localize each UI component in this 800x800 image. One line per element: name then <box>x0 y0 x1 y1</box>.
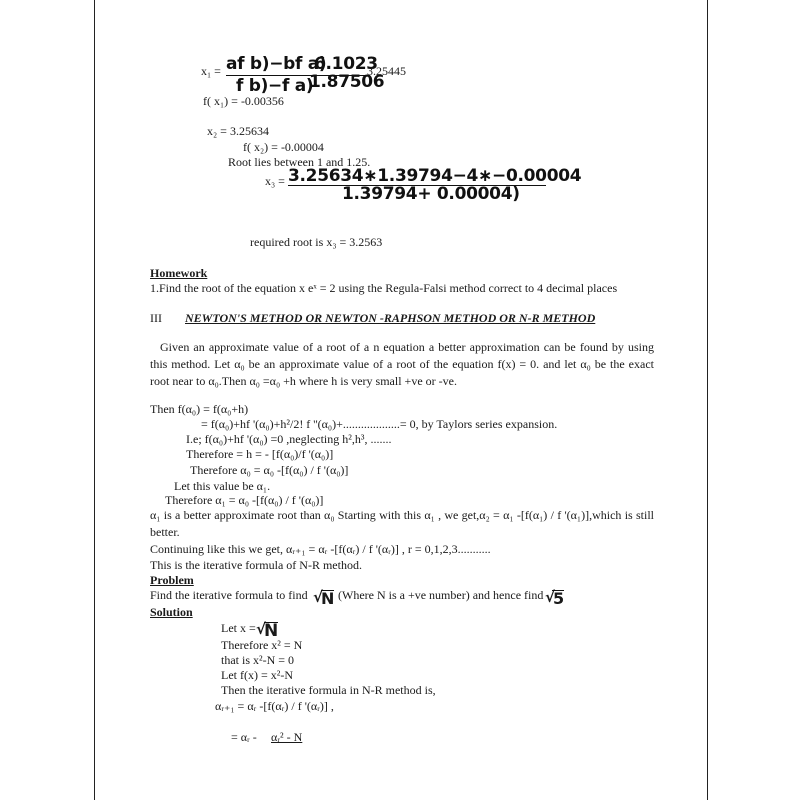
solution-line: that is x²-N = 0 <box>221 653 295 667</box>
derivation-line: Therefore = h = - [f(α₀)/f '(α₀)] <box>186 447 334 461</box>
solution-line: Let f(x) = x²-N <box>221 668 294 682</box>
solution-heading: Solution <box>150 605 193 619</box>
solution-alpha-formula: αᵣ₊₁ = αᵣ -[f(αᵣ) / f '(αᵣ)] , <box>215 699 334 713</box>
problem-text-b: (Where N is a +ve number) and hence find <box>338 588 544 602</box>
x3-denominator: 1.39794+ 0.00004) <box>342 184 520 204</box>
x3-numerator: 3.25634∗1.39794−4∗−0.00004 <box>288 166 582 186</box>
derivation-line: Therefore α₁ = α₀ -[f(α₀) / f '(α₀)] <box>165 493 324 507</box>
solution-last-numerator: αᵣ² - N <box>271 730 303 744</box>
document-page <box>94 0 708 800</box>
x1-numerator-expression: af b)−bf a) <box>226 54 327 74</box>
x3-label: x₃ = <box>265 174 285 188</box>
solution-last-prefix: = αᵣ - <box>231 730 257 744</box>
x2-value: x₂ = 3.25634 <box>207 124 269 138</box>
sqrt-icon: √ <box>545 588 556 606</box>
required-root: required root is x₃ = 3.2563 <box>250 235 383 249</box>
root-interval: Root lies between 1 and 1.25. <box>228 155 371 169</box>
derivation-line: = f(α₀)+hf '(α₀)+h²/2! f ''(α₀)+...................= 0, by Taylors series expansion. <box>201 417 558 431</box>
problem-text-a: Find the iterative formula to find <box>150 588 308 602</box>
problem-radicand-5: 5 <box>553 589 565 608</box>
derivation-line: Therefore α₀ = α₀ -[f(α₀) / f '(α₀)] <box>190 463 349 477</box>
section-number: III <box>150 311 162 325</box>
derivation-line: I.e; f(α₀)+hf '(α₀) =0 ,neglecting h²,h³, ....... <box>186 432 392 446</box>
section-title: NEWTON'S METHOD OR NEWTON -RAPHSON METHOD OR N-R METHOD <box>185 311 596 325</box>
x1-denominator-expression: f b)−f a) <box>236 76 314 96</box>
better-root-paragraph: α₁ is a better approximate root than α₀ Starting with this α₁ , we get,α₂ = α₁ -[f(α₁) / f '(α₁)],which is still better. <box>150 508 654 539</box>
derivation-line: Then f(α₀) = f(α₀+h) <box>150 402 249 416</box>
x1-numerator-value: 6.1023 <box>314 54 378 74</box>
f-x2-value: f( x₂) = -0.00004 <box>243 140 324 154</box>
sqrt-icon: √ <box>256 620 267 638</box>
x1-denominator-value: 1.87506 <box>309 72 385 92</box>
derivation-line: Let this value be α₁. <box>174 479 271 493</box>
problem-radicand-n: N <box>321 589 335 608</box>
problem-heading: Problem <box>150 573 194 587</box>
continuing-line: Continuing like this we get, αᵣ₊₁ = αᵣ -[f(αᵣ) / f '(αᵣ)] , r = 0,1,2,3........... <box>150 542 491 556</box>
sqrt-icon: √ <box>313 588 324 606</box>
homework-heading: Homework <box>150 266 208 280</box>
homework-text: 1.Find the root of the equation x eˣ = 2 using the Regula-Falsi method correct to 4 decimal places <box>150 281 618 295</box>
solution-radicand-n: N <box>264 621 279 641</box>
f-x1-value: f( x₁) = -0.00356 <box>203 94 284 108</box>
x1-label: x₁ = <box>201 64 221 78</box>
solution-line: Therefore x² = N <box>221 638 303 652</box>
iterative-formula-note: This is the iterative formula of N-R method. <box>150 558 362 572</box>
solution-line: Then the iterative formula in N-R method is, <box>221 683 436 697</box>
solution-let-x: Let x = <box>221 621 256 635</box>
x1-result: 3.25445 <box>367 64 406 78</box>
intro-paragraph: Given an approximate value of a root of a n equation a better approximation can be found by using this method. Let α₀ be an approximate value of a root of the equation f(x) = 0. and let α₀ be the exact root near to α₀.Then α₀ =α₀ +h where h is very small +ve or -ve. <box>150 340 654 388</box>
